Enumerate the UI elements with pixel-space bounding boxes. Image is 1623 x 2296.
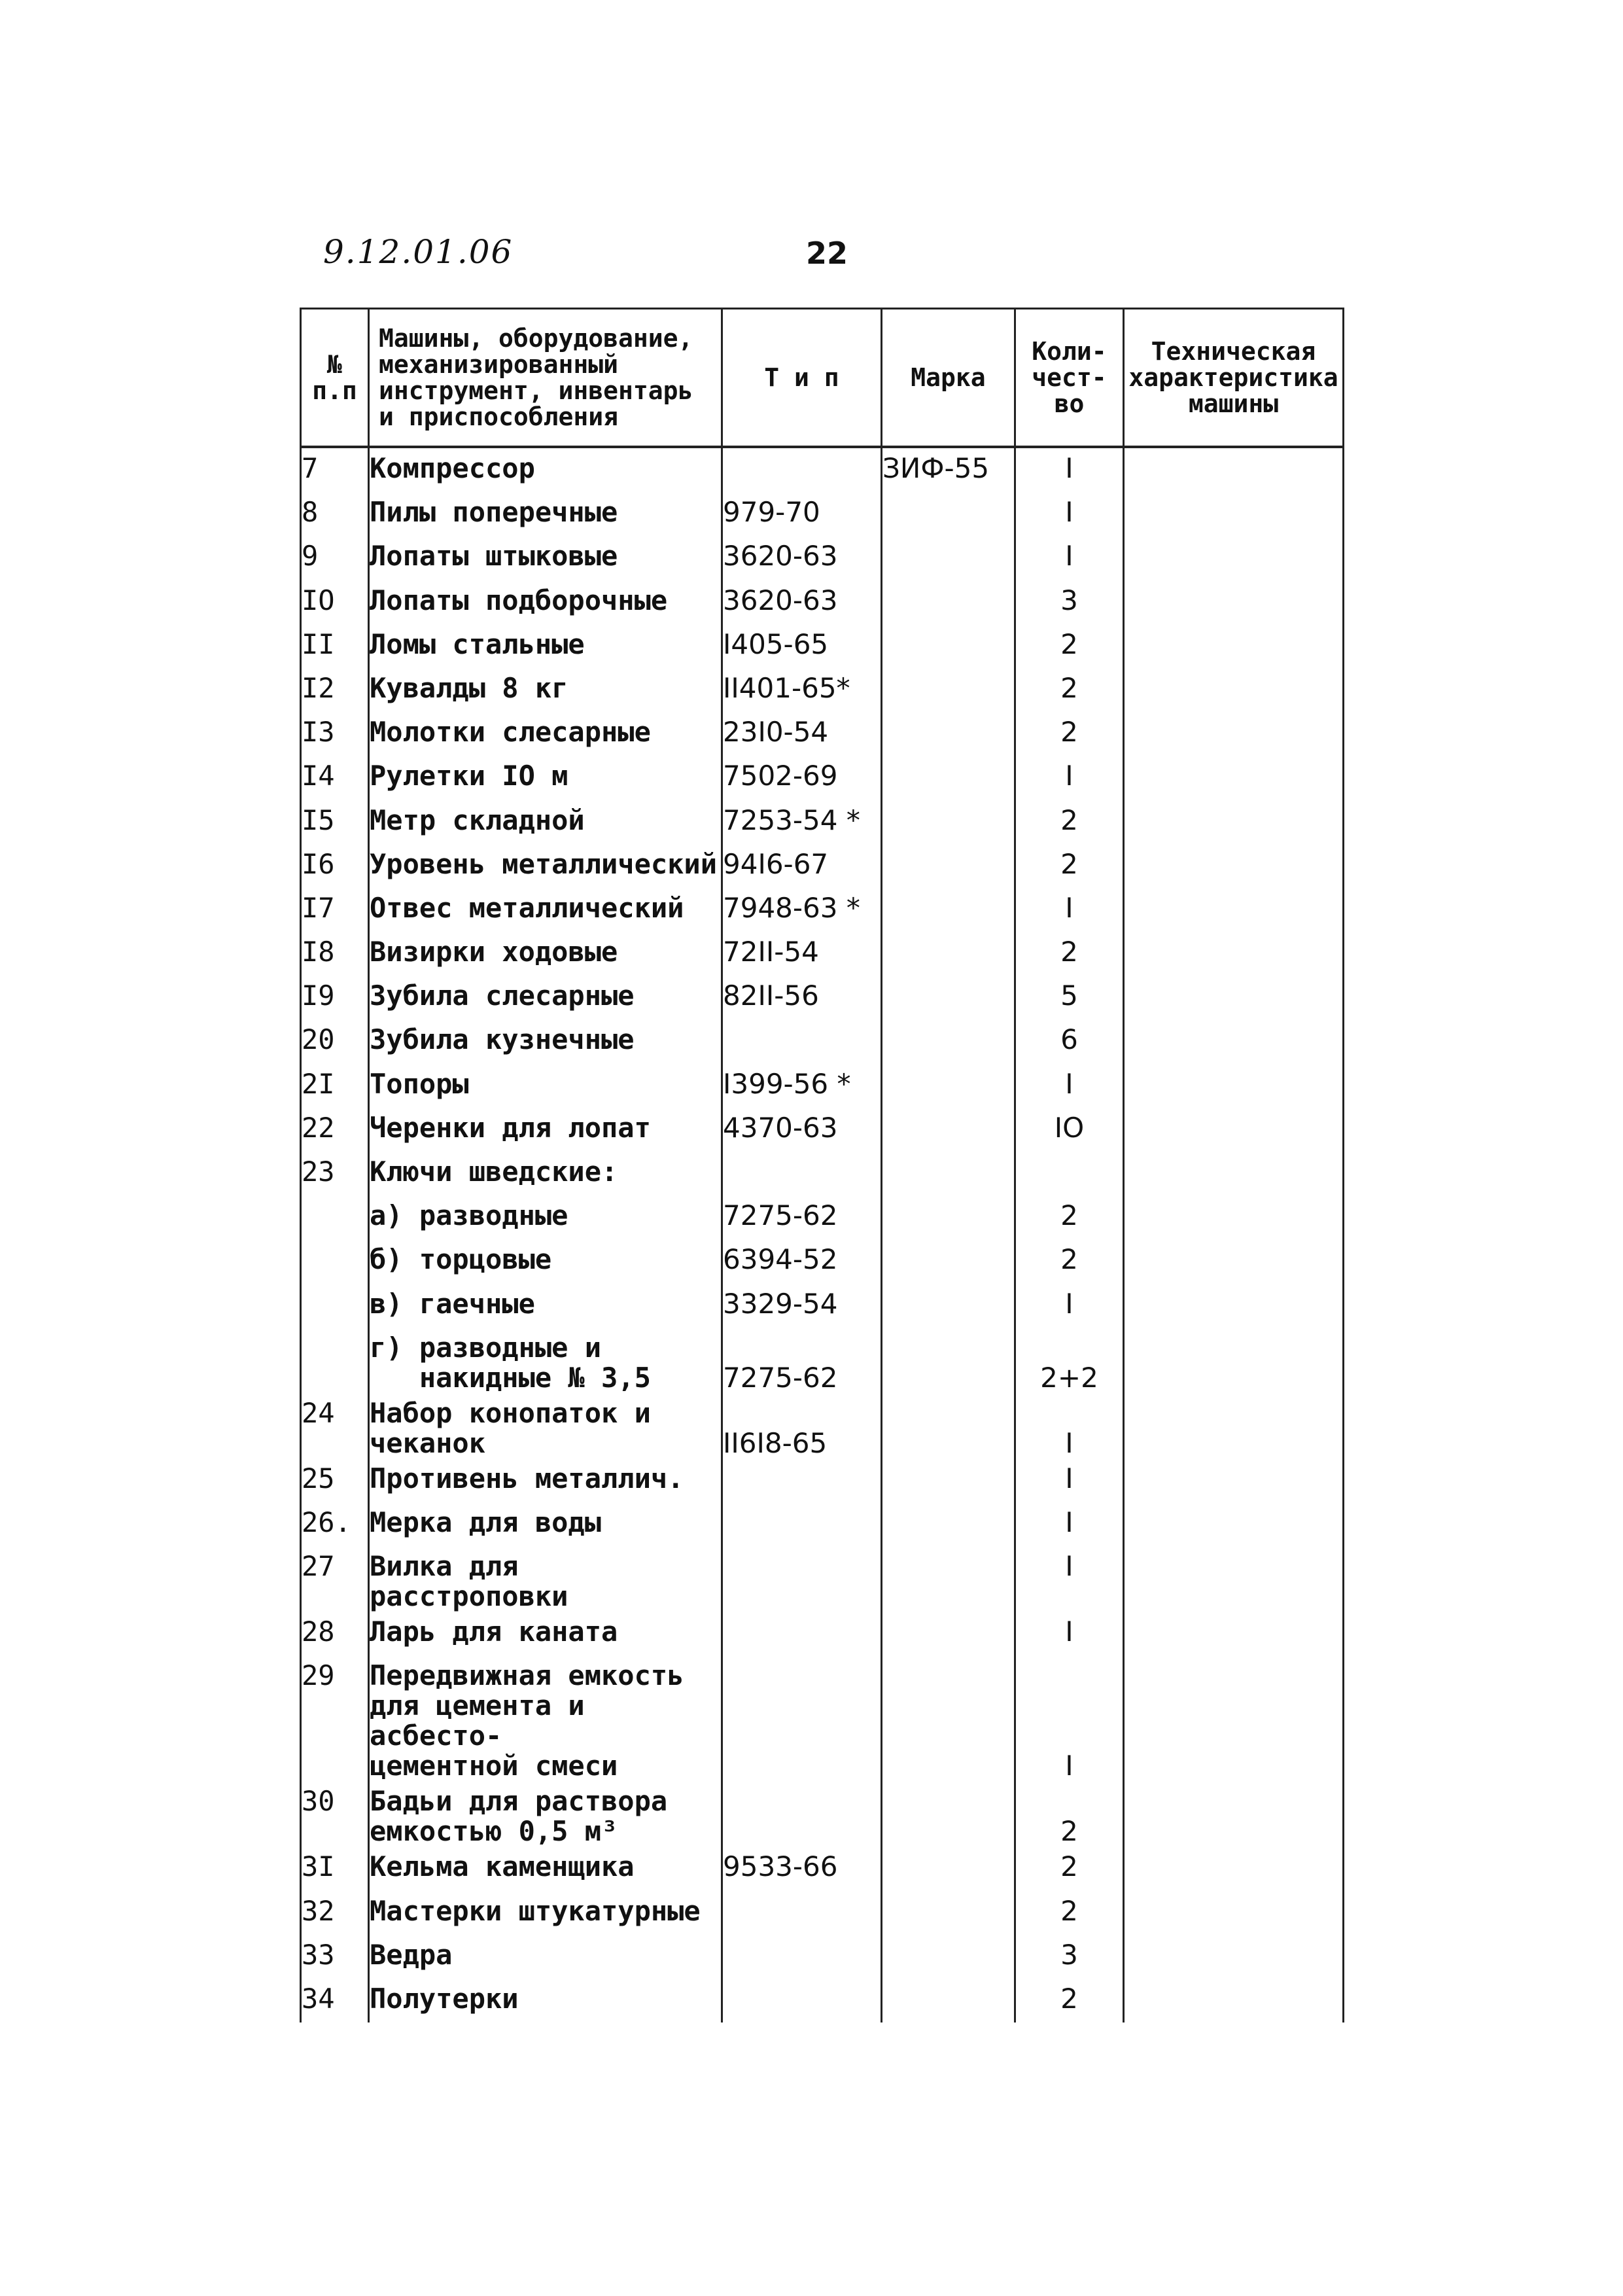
row-characteristics [1124,1546,1344,1612]
row-quantity: 2 [1015,712,1124,756]
table-row [301,1846,1344,1890]
row-characteristics [1124,492,1344,536]
row-name: Молотки слесарные [369,712,722,756]
row-name: в) гаечные [369,1284,722,1328]
row-number: 30 [301,1781,369,1846]
row-mark [882,1502,1015,1546]
row-quantity: 2 [1015,1846,1124,1890]
row-type: 94I6-67 [722,844,882,888]
table-row [301,1502,1344,1546]
row-type [722,447,882,492]
row-type: 4370-63 [722,1108,882,1152]
table-row [301,1239,1344,1283]
table-row [301,580,1344,624]
row-type: 3620-63 [722,536,882,580]
row-type: 23I0-54 [722,712,882,756]
row-type: 9533-66 [722,1846,882,1890]
row-name: Визирки ходовые [369,932,722,976]
row-number: I3 [301,712,369,756]
row-mark [882,1612,1015,1655]
row-name: Ломы стальные [369,624,722,668]
table-row [301,1458,1344,1502]
row-number: 9 [301,536,369,580]
row-type [722,1019,882,1063]
row-quantity: I [1015,756,1124,800]
row-name: Передвижная емкость для цемента и асбесто- цементной смеси [369,1655,722,1781]
row-mark: ЗИФ-55 [882,447,1015,492]
row-mark [882,1655,1015,1781]
row-number: 26. [301,1502,369,1546]
row-quantity: I [1015,1458,1124,1502]
row-mark [882,932,1015,976]
table-row [301,1152,1344,1195]
row-number: I4 [301,756,369,800]
row-characteristics [1124,1979,1344,2022]
row-number [301,1284,369,1328]
row-type [722,1612,882,1655]
row-type [722,1781,882,1846]
row-type [722,1655,882,1781]
row-type: 7275-62 [722,1328,882,1393]
table-row [301,536,1344,580]
row-number: 25 [301,1458,369,1502]
row-mark [882,536,1015,580]
row-number [301,1195,369,1239]
row-number [301,1239,369,1283]
row-quantity: I [1015,1064,1124,1108]
row-name: Набор конопаток и чеканок [369,1393,722,1458]
row-number: 3I [301,1846,369,1890]
row-number: I2 [301,668,369,712]
table-row [301,1612,1344,1655]
row-quantity [1015,1152,1124,1195]
row-characteristics [1124,1891,1344,1935]
table-row [301,756,1344,800]
row-number: 8 [301,492,369,536]
row-characteristics [1124,844,1344,888]
row-name: Ведра [369,1935,722,1979]
row-type: 7948-63 * [722,888,882,932]
row-name: Уровень металлический [369,844,722,888]
row-characteristics [1124,1458,1344,1502]
row-type: 3329-54 [722,1284,882,1328]
row-type: I405-65 [722,624,882,668]
row-mark [882,1152,1015,1195]
row-mark [882,800,1015,844]
row-number: I9 [301,976,369,1019]
row-name: Черенки для лопат [369,1108,722,1152]
row-quantity: 2 [1015,844,1124,888]
row-number: 29 [301,1655,369,1781]
row-type [722,1502,882,1546]
row-name: Зубила кузнечные [369,1019,722,1063]
row-quantity: 2 [1015,1239,1124,1283]
row-number: 27 [301,1546,369,1612]
header-type: Т и п [722,309,882,448]
row-type: 7502-69 [722,756,882,800]
table-row [301,1393,1344,1458]
row-mark [882,1546,1015,1612]
row-number: 28 [301,1612,369,1655]
row-name: Кельма каменщика [369,1846,722,1890]
row-characteristics [1124,976,1344,1019]
row-name: б) торцовые [369,1239,722,1283]
row-characteristics [1124,668,1344,712]
row-characteristics [1124,1781,1344,1846]
header-characteristics: Техническая характеристика машины [1124,309,1344,448]
row-number: I6 [301,844,369,888]
row-number: 32 [301,1891,369,1935]
row-characteristics [1124,1612,1344,1655]
equipment-table [300,308,1344,2022]
row-type: 72II-54 [722,932,882,976]
row-type [722,1935,882,1979]
row-quantity: I [1015,1284,1124,1328]
table-row [301,1019,1344,1063]
row-type: II401-65* [722,668,882,712]
row-number: 2I [301,1064,369,1108]
row-name: Рулетки IO м [369,756,722,800]
row-number: I8 [301,932,369,976]
document-code: 9.12.01.06 [323,233,514,271]
row-mark [882,756,1015,800]
table-row [301,492,1344,536]
row-name: Лопаты подборочные [369,580,722,624]
row-mark [882,1891,1015,1935]
row-characteristics [1124,1393,1344,1458]
table-body [301,447,1344,2022]
row-type: I399-56 * [722,1064,882,1108]
row-characteristics [1124,1239,1344,1283]
row-characteristics [1124,1328,1344,1393]
table-header-row [301,309,1344,448]
table-row [301,1284,1344,1328]
row-type [722,1458,882,1502]
row-name: Вилка для расстроповки [369,1546,722,1612]
row-name: Кувалды 8 кг [369,668,722,712]
row-characteristics [1124,624,1344,668]
row-number: 33 [301,1935,369,1979]
row-name: а) разводные [369,1195,722,1239]
row-quantity: 5 [1015,976,1124,1019]
table-row [301,624,1344,668]
row-quantity: 2 [1015,800,1124,844]
row-mark [882,1019,1015,1063]
table-row [301,1328,1344,1393]
row-characteristics [1124,800,1344,844]
row-characteristics [1124,447,1344,492]
row-quantity: I [1015,1546,1124,1612]
row-number: I5 [301,800,369,844]
table-row [301,1195,1344,1239]
row-quantity: IO [1015,1108,1124,1152]
row-name: Компрессор [369,447,722,492]
row-quantity: 2 [1015,668,1124,712]
row-mark [882,1935,1015,1979]
row-mark [882,1781,1015,1846]
row-name: Топоры [369,1064,722,1108]
row-number: 22 [301,1108,369,1152]
row-mark [882,624,1015,668]
row-type [722,1546,882,1612]
header-name: Машины, оборудование, механизированный инструмент, инвентарь и приспособления [369,309,722,448]
row-characteristics [1124,1019,1344,1063]
row-name: Пилы поперечные [369,492,722,536]
row-mark [882,668,1015,712]
row-quantity: 2 [1015,1979,1124,2022]
row-characteristics [1124,536,1344,580]
table-row [301,1064,1344,1108]
row-quantity: I [1015,536,1124,580]
row-characteristics [1124,580,1344,624]
row-type [722,1152,882,1195]
row-mark [882,1458,1015,1502]
row-quantity: 2 [1015,932,1124,976]
row-quantity: 2 [1015,1891,1124,1935]
row-name: Бадьи для раствора емкостью 0,5 м³ [369,1781,722,1846]
row-characteristics [1124,1108,1344,1152]
table-row [301,1891,1344,1935]
row-name: Противень металлич. [369,1458,722,1502]
row-quantity: 2 [1015,1195,1124,1239]
row-type [722,1979,882,2022]
table-row [301,1546,1344,1612]
row-type: 82II-56 [722,976,882,1019]
row-characteristics [1124,1846,1344,1890]
row-mark [882,1284,1015,1328]
row-name: Метр складной [369,800,722,844]
row-quantity: 2+2 [1015,1328,1124,1393]
row-mark [882,492,1015,536]
row-characteristics [1124,1152,1344,1195]
row-name: Полутерки [369,1979,722,2022]
table-row [301,1979,1344,2022]
row-type: II6I8-65 [722,1393,882,1458]
row-characteristics [1124,888,1344,932]
row-quantity: 2 [1015,1781,1124,1846]
row-characteristics [1124,1284,1344,1328]
row-mark [882,1393,1015,1458]
row-name: г) разводные и накидные № 3,5 [369,1328,722,1393]
row-number: IO [301,580,369,624]
row-quantity: I [1015,1393,1124,1458]
row-mark [882,1195,1015,1239]
row-number [301,1328,369,1393]
row-characteristics [1124,756,1344,800]
row-number: II [301,624,369,668]
row-quantity: I [1015,492,1124,536]
row-characteristics [1124,1935,1344,1979]
row-characteristics [1124,1502,1344,1546]
row-characteristics [1124,1655,1344,1781]
row-mark [882,844,1015,888]
row-mark [882,712,1015,756]
row-characteristics [1124,1195,1344,1239]
row-mark [882,1108,1015,1152]
table-row [301,1935,1344,1979]
row-name: Зубила слесарные [369,976,722,1019]
table-row [301,932,1344,976]
row-quantity: I [1015,1655,1124,1781]
row-number: 23 [301,1152,369,1195]
header-mark: Марка [882,309,1015,448]
header-number: № п.п [301,309,369,448]
row-type [722,1891,882,1935]
page-number: 22 [806,236,848,271]
table-row [301,844,1344,888]
row-quantity: 3 [1015,580,1124,624]
row-quantity: I [1015,888,1124,932]
row-quantity: I [1015,1502,1124,1546]
row-characteristics [1124,1064,1344,1108]
table-row [301,712,1344,756]
row-type: 7253-54 * [722,800,882,844]
table-row [301,668,1344,712]
row-name: Ключи шведские: [369,1152,722,1195]
row-quantity: I [1015,447,1124,492]
header-quantity: Коли- чест- во [1015,309,1124,448]
row-name: Ларь для каната [369,1612,722,1655]
row-type: 979-70 [722,492,882,536]
row-mark [882,1846,1015,1890]
table-row [301,976,1344,1019]
row-mark [882,1979,1015,2022]
row-mark [882,976,1015,1019]
row-mark [882,1064,1015,1108]
row-number: 24 [301,1393,369,1458]
table-row [301,888,1344,932]
row-characteristics [1124,712,1344,756]
row-quantity: 3 [1015,1935,1124,1979]
row-characteristics [1124,932,1344,976]
row-type: 7275-62 [722,1195,882,1239]
row-mark [882,580,1015,624]
row-quantity: I [1015,1612,1124,1655]
row-mark [882,1328,1015,1393]
row-number: 34 [301,1979,369,2022]
table-row [301,1108,1344,1152]
row-name: Лопаты штыковые [369,536,722,580]
row-number: 7 [301,447,369,492]
row-number: 20 [301,1019,369,1063]
row-name: Мерка для воды [369,1502,722,1546]
row-name: Отвес металлический [369,888,722,932]
row-type: 6394-52 [722,1239,882,1283]
row-type: 3620-63 [722,580,882,624]
row-name: Мастерки штукатурные [369,1891,722,1935]
row-mark [882,1239,1015,1283]
row-quantity: 2 [1015,624,1124,668]
row-mark [882,888,1015,932]
row-number: I7 [301,888,369,932]
table-row [301,800,1344,844]
table-row [301,1655,1344,1781]
table-row [301,1781,1344,1846]
row-quantity: 6 [1015,1019,1124,1063]
table-row [301,447,1344,492]
